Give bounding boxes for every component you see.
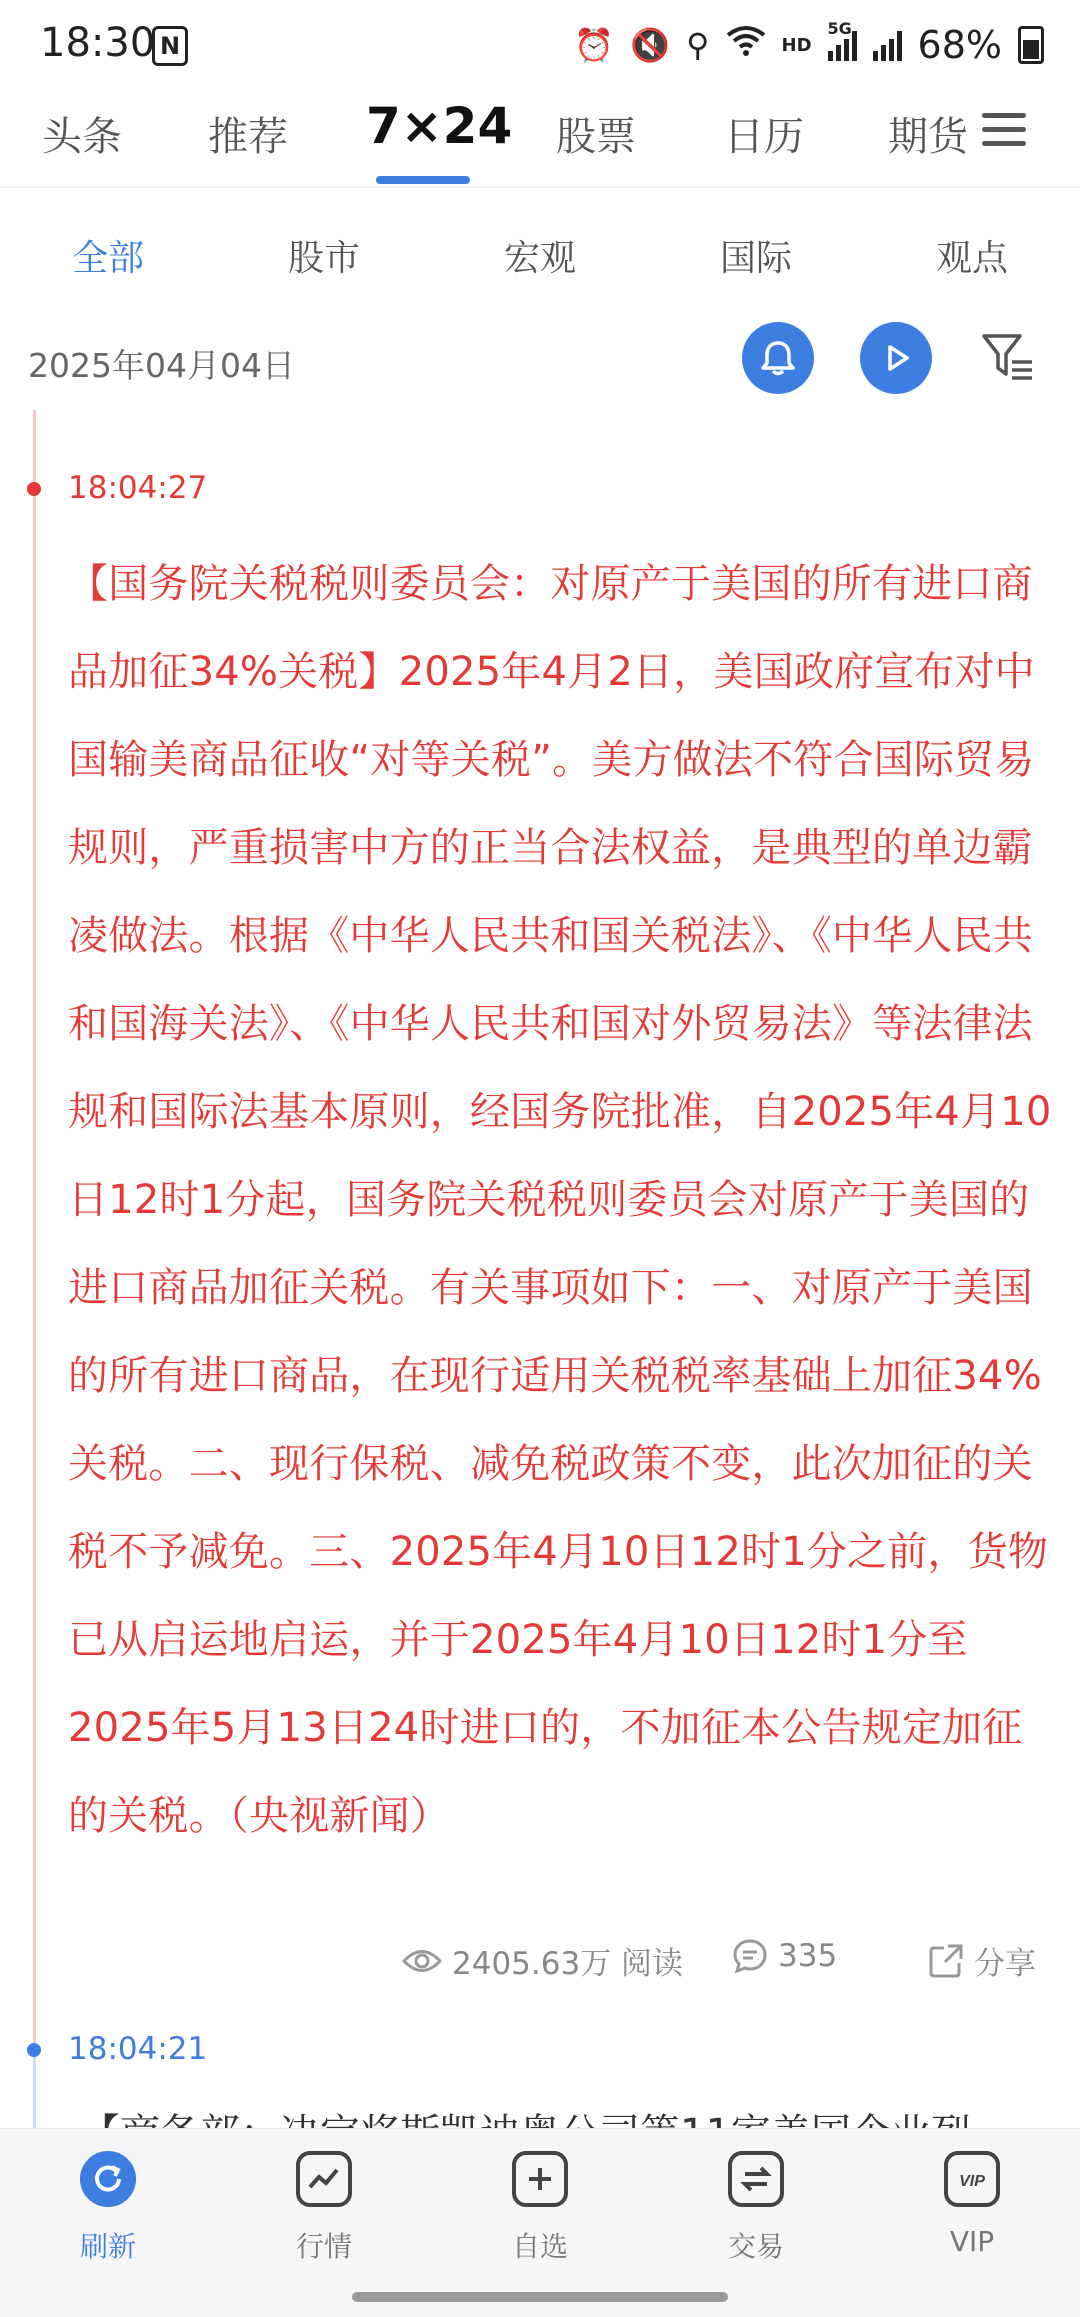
nav-trade[interactable]	[696, 2151, 816, 2265]
subtab-opinion[interactable]: 观点	[936, 238, 1009, 279]
tab-calendar[interactable]: 日历	[724, 114, 804, 160]
status-icons	[574, 20, 1044, 70]
subtab-stock-market[interactable]: 股市	[288, 238, 361, 279]
nfc-icon: N	[152, 26, 188, 66]
svg-text:VIP: VIP	[959, 2173, 985, 2190]
timeline-dot-important	[27, 482, 41, 496]
play-icon	[876, 338, 916, 378]
signal-icon	[827, 19, 857, 61]
nav-vip-label: VIP	[949, 2225, 995, 2258]
timeline-dot	[27, 2043, 41, 2057]
comment-icon	[732, 1938, 768, 1974]
bottom-nav	[0, 2128, 1080, 2317]
eye-icon	[402, 1946, 442, 1976]
bell-icon	[758, 338, 798, 378]
share-button[interactable]	[928, 1938, 1036, 1983]
location-icon: ⚲	[686, 26, 710, 64]
entry-time: 18:04:27	[68, 470, 208, 506]
comment-button[interactable]	[732, 1938, 837, 1974]
status-time: 18:30	[40, 20, 156, 66]
gesture-bar[interactable]	[352, 2292, 728, 2302]
tab-futures[interactable]: 期货	[888, 114, 968, 160]
subtab-macro[interactable]: 宏观	[504, 238, 577, 279]
nav-market-label: 行情	[295, 2230, 352, 2263]
timeline-line	[33, 410, 36, 2130]
read-stat	[402, 1938, 683, 1983]
vip-icon	[944, 2151, 1000, 2207]
nav-trade-label: 交易	[727, 2230, 784, 2263]
play-audio-button[interactable]	[860, 322, 932, 394]
signal-icon-2	[873, 29, 902, 61]
mute-icon: 🔇	[630, 26, 671, 64]
news-body[interactable]: 【国务院关税税则委员会：对原产于美国的所有进口商品加征34%关税】2025年4月2日，美国政府宣布对中国输美商品征收“对等关税”。美方做法不符合国际贸易规则，严重损害中方的正当合法权益，是典型的单边霸凌做法。根据《中华人民共和国关税法》、《中华人民共和国海关法》、《中华人民共和国对外贸易法》等法律法规和国际法基本原则，经国务院批准，自2025年4月10日12时1分起，国务院关税税则委员会对原产于美国的进口商品加征关税。有关事项如下：一、对原产于美国的所有进口商品，在现行适用关税税率基础上加征34%关税。二、现行保税、减免税政策不变，此次加征的关税不予减免。三、2025年4月10日12时1分之前，货物已从启运地启运，并于2025年4月10日12时1分至2025年5月13日24时进口的，不加征本公告规定加征的关税。（央视新闻）	[68, 561, 1052, 1839]
battery-percent: 68%	[917, 23, 1002, 67]
next-entry-time: 18:04:21	[68, 2031, 208, 2067]
tab-stocks[interactable]: 股票	[556, 114, 636, 160]
top-tab-bar	[0, 95, 1080, 185]
network-type: 5G	[827, 19, 852, 38]
read-count: 2405.63万 阅读	[452, 1946, 684, 1982]
tab-recommend[interactable]: 推荐	[208, 114, 288, 160]
subtab-international[interactable]: 国际	[720, 238, 793, 279]
tab-7x24[interactable]: 7×24	[366, 97, 513, 155]
market-chart-icon	[296, 2151, 352, 2207]
nav-watchlist[interactable]	[480, 2151, 600, 2265]
nav-refresh[interactable]	[48, 2151, 168, 2265]
filter-icon[interactable]	[980, 330, 1036, 386]
nav-watchlist-label: 自选	[511, 2230, 568, 2263]
comment-count: 335	[778, 1938, 838, 1974]
nav-vip[interactable]	[912, 2151, 1032, 2258]
wifi-icon	[726, 25, 766, 65]
share-label: 分享	[974, 1946, 1036, 1982]
battery-icon	[1018, 26, 1044, 64]
notification-bell-button[interactable]	[742, 322, 814, 394]
date-row	[0, 320, 1080, 410]
hd-indicator: HD	[781, 34, 812, 56]
menu-icon[interactable]	[982, 113, 1026, 149]
date-label: 2025年04月04日	[28, 346, 295, 385]
active-tab-indicator	[376, 176, 470, 184]
tab-headlines[interactable]: 头条	[42, 114, 122, 160]
nav-market[interactable]	[264, 2151, 384, 2265]
status-bar	[0, 0, 1080, 95]
share-icon	[928, 1943, 964, 1979]
trade-icon	[728, 2151, 784, 2207]
timeline-line-next	[33, 2045, 36, 2135]
refresh-icon	[80, 2151, 136, 2207]
divider	[0, 186, 1080, 188]
subtab-all[interactable]: 全部	[72, 238, 145, 279]
alarm-icon: ⏰	[574, 26, 615, 64]
add-watchlist-icon	[512, 2151, 568, 2207]
nav-refresh-label: 刷新	[79, 2230, 136, 2263]
